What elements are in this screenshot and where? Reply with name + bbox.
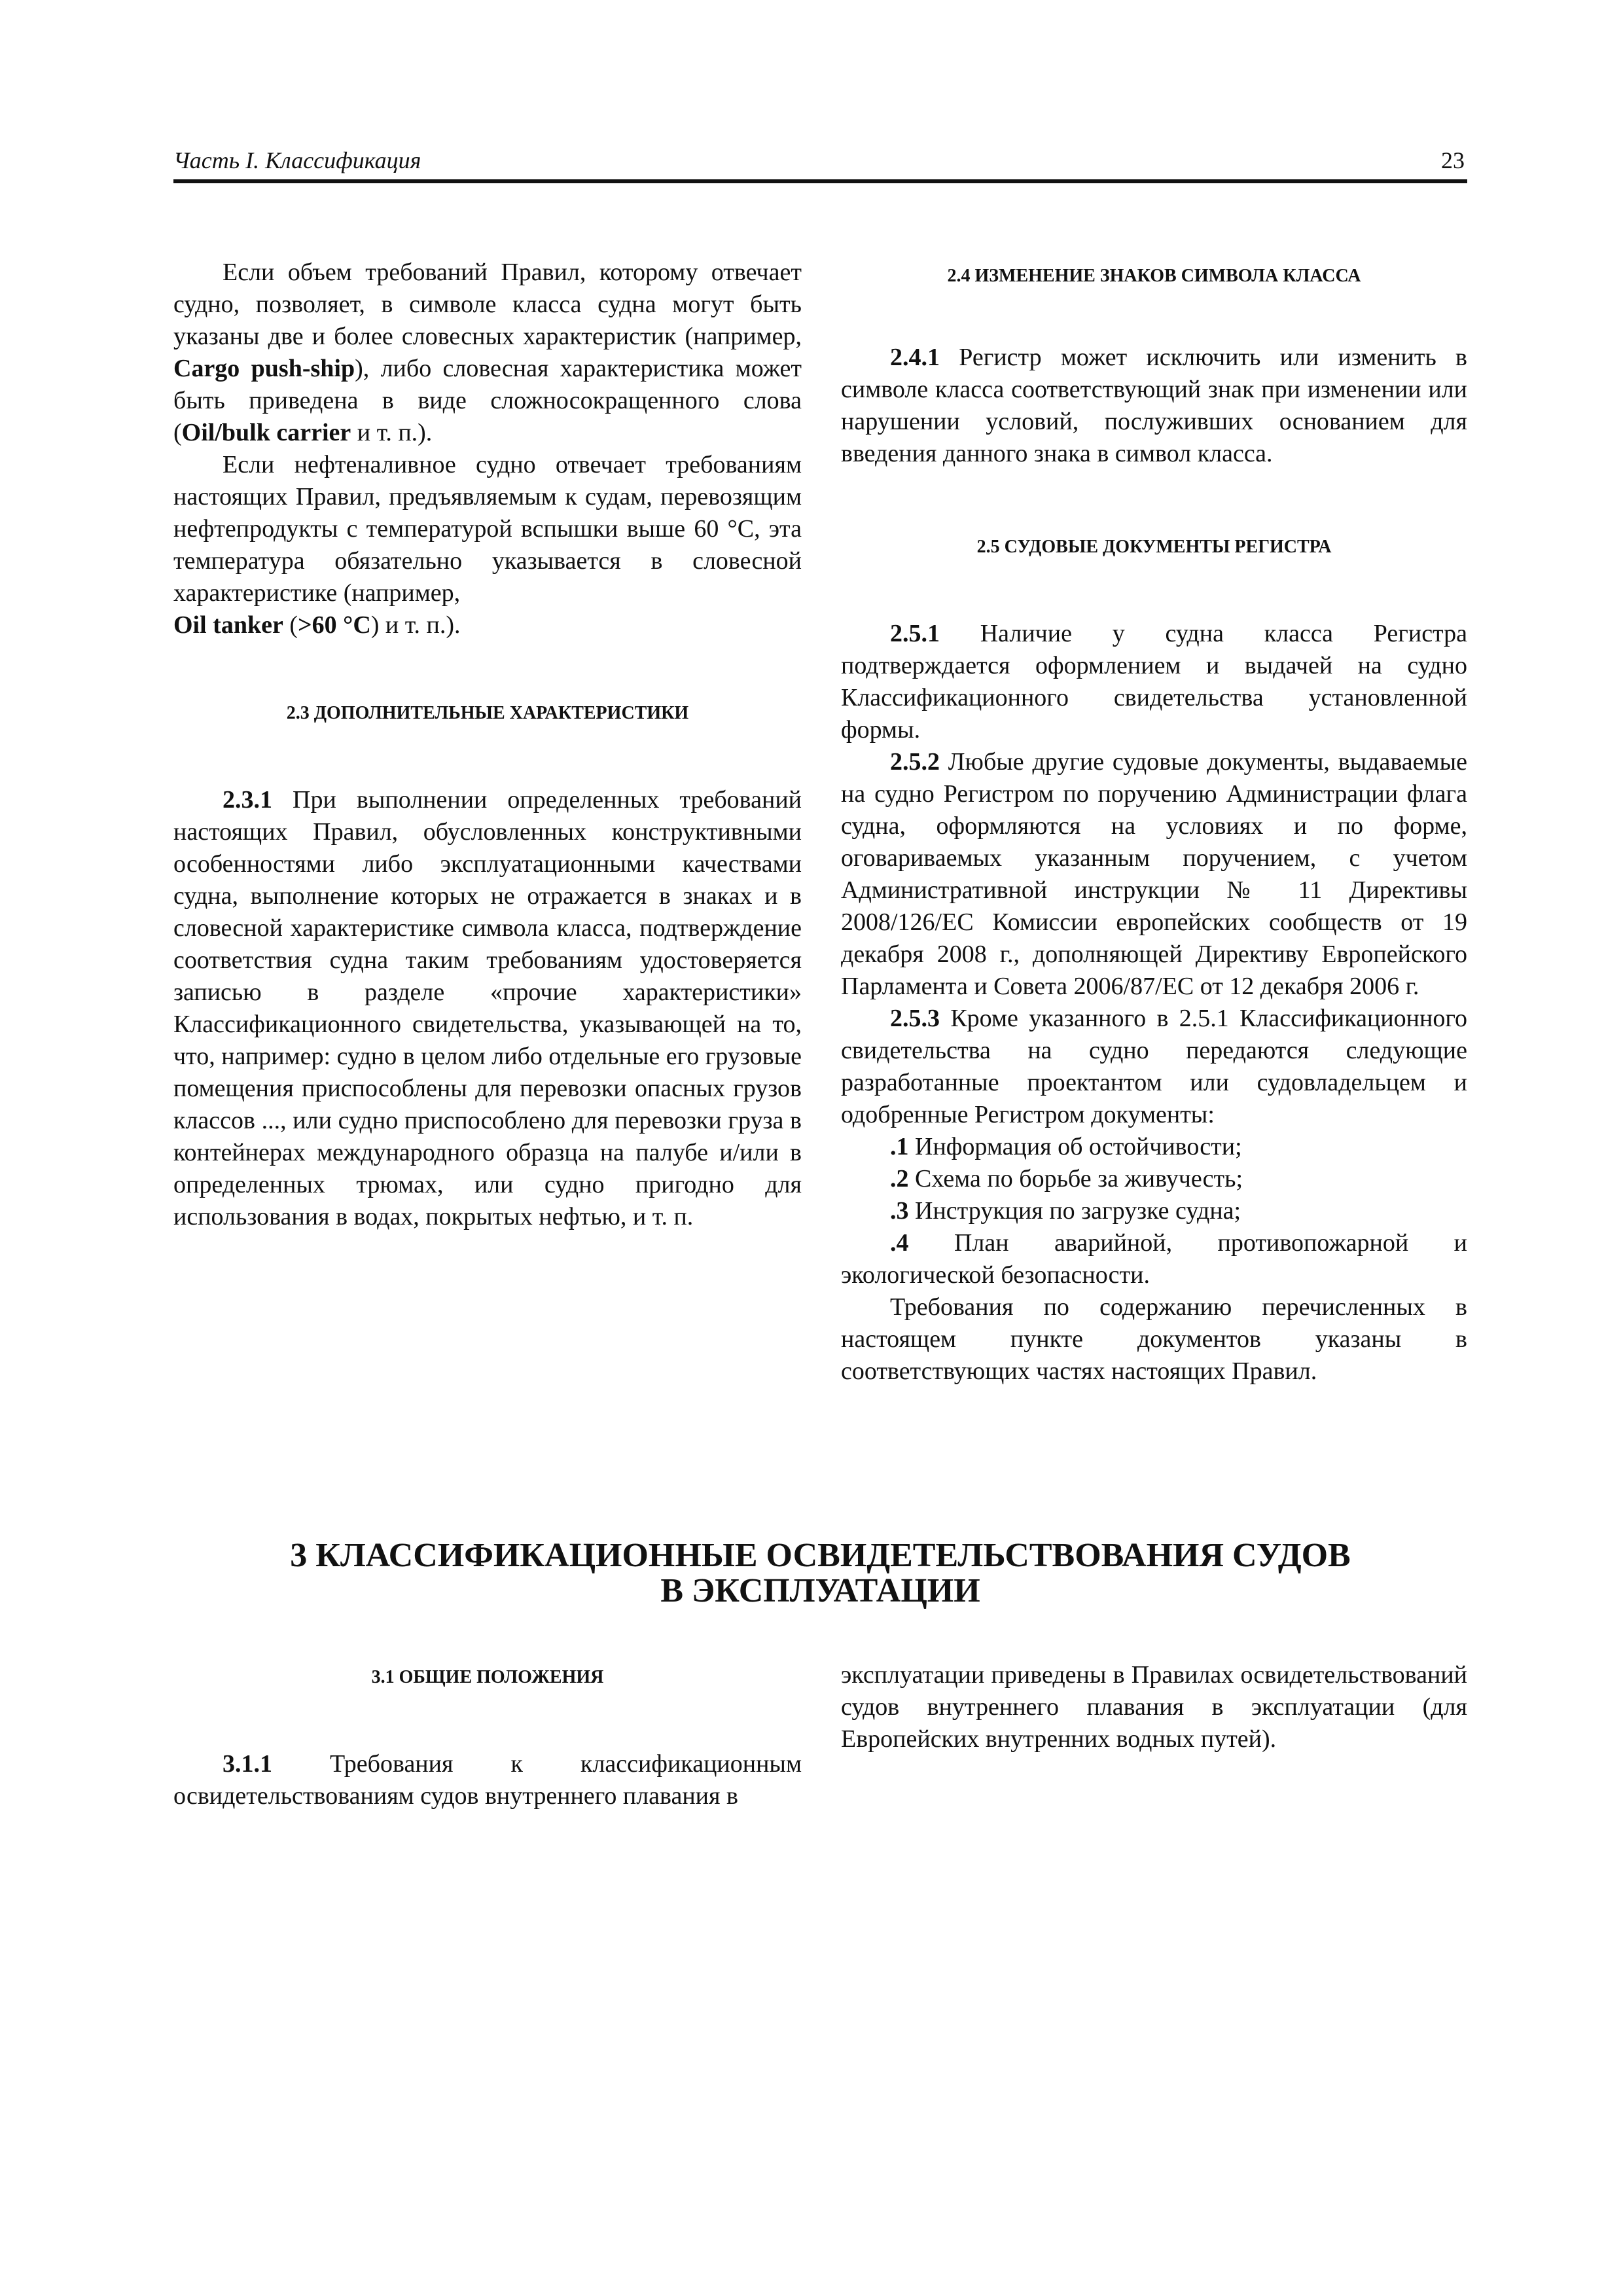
page-header: [173, 145, 1467, 183]
right-column-top: [841, 257, 1467, 1388]
paragraph-2-3-1: 2.3.1 При выполнении определенных требований настоящих Правил, обусловленных конструктивными особенностями либо эксплуатационными качествами судна, выполнение которых не отражается в знаках и в словесной характеристике символа класса, подтверждение соответствия судна таким требованиям удостоверяется записью в разделе «прочие характеристики» Классификационного свидетельства, указывающей на то, что, например: судно в целом либо отдельные его грузовые помещения приспособлены для перевозки опасных грузов классов ..., или судно приспособлено для перевозки груза в контейнерах международного образца на палубе и/или в определенных трюмах, или судно пригодно для использования в водах, покрытых нефтью, и т. п.: [173, 786, 802, 1230]
list-item: .1 Информация об остойчивости;: [890, 1133, 1242, 1160]
paragraph-2-4-1: 2.4.1 Регистр может исключить или изменить в символе класса соответствующий знак при изменении или нарушении условий, послуживших основанием для введения данного знака в символ класса.: [841, 344, 1467, 467]
paragraph-2-5-2: 2.5.2 Любые другие судовые документы, выдаваемые на судно Регистром по поручению Администрации флага судна, оформляются на условиях и по форме, оговариваемых указанным поручением, с учетом Административной инструкции № 11 Директивы 2008/126/ЕС Комиссии европейских сообществ от 19 декабря 2008 г., дополняющей Директиву Европейского Парламента и Совета 2006/87/ЕС от 12 декабря 2006 г.: [841, 748, 1467, 1000]
paragraph-3-1-1-continued: эксплуатации приведены в Правилах освидетельствований судов внутреннего плавания в эксплуатации (для Европейских внутренних водных путей).: [841, 1661, 1467, 1753]
paragraph-word-characteristics: Если объем требований Правил, которому отвечает судно, позволяет, в символе класса судна могут быть указаны две и более словесных характеристик (например, Cargo push-ship), либо словесная характеристика может быть приведена в виде сложносокращенного слова (Oil/bulk carrier и т. п.).: [173, 259, 802, 446]
paragraph-requirements: Требования по содержанию перечисленных в настоящем пункте документов указаны в соответствующих частях настоящих Правил.: [841, 1293, 1467, 1385]
section-heading-3-1: 3.1 ОБЩИЕ ПОЛОЖЕНИЯ: [371, 1667, 604, 1687]
section-heading-2-4: 2.4 ИЗМЕНЕНИЕ ЗНАКОВ СИМВОЛА КЛАССА: [947, 266, 1361, 286]
paragraph-2-5-3: 2.5.3 Кроме указанного в 2.5.1 Классификационного свидетельства на судно передаются следующие разработанные проектантом или судовладельцем и одобренные Регистром документы:: [841, 1005, 1467, 1128]
running-title: Часть I. Классификация: [173, 147, 421, 173]
page-number: 23: [1441, 147, 1465, 173]
left-column-bottom: [173, 1666, 802, 1812]
chapter-title: [173, 1538, 1467, 1609]
list-item: .3 Инструкция по загрузке судна;: [890, 1197, 1241, 1225]
paragraph-oil-tanker: Если нефтеналивное судно отвечает требованиям настоящих Правил, предъявляемым к судам, перевозящим нефтепродукты с температурой вспышки выше 60 °С, эта температура обязательно указывается в словесной характеристике (например, Oil tanker (>60 °С) и т. п.).: [173, 451, 802, 639]
right-column-bottom: [841, 1659, 1467, 1755]
section-heading-2-3: 2.3 ДОПОЛНИТЕЛЬНЫЕ ХАРАКТЕРИСТИКИ: [286, 703, 689, 723]
list-item: .2 Схема по борьбе за живучесть;: [890, 1165, 1243, 1193]
paragraph-2-5-1: 2.5.1 Наличие у судна класса Регистра подтверждается оформлением и выдачей на судно Классификационного свидетельства установленной формы.: [841, 620, 1467, 744]
list-item: .4 План аварийной, противопожарной и экологической безопасности.: [841, 1229, 1467, 1289]
section-heading-2-5: 2.5 СУДОВЫЕ ДОКУМЕНТЫ РЕГИСТРА: [976, 537, 1332, 557]
paragraph-3-1-1: 3.1.1 Требования к классификационным освидетельствованиям судов внутреннего плавания в: [173, 1750, 802, 1810]
chapter-title-line: В ЭКСПЛУАТАЦИИ: [660, 1572, 980, 1609]
chapter-title-line: 3 КЛАССИФИКАЦИОННЫЕ ОСВИДЕТЕЛЬСТВОВАНИЯ СУДОВ: [290, 1537, 1351, 1574]
left-column-top: [173, 257, 802, 1233]
